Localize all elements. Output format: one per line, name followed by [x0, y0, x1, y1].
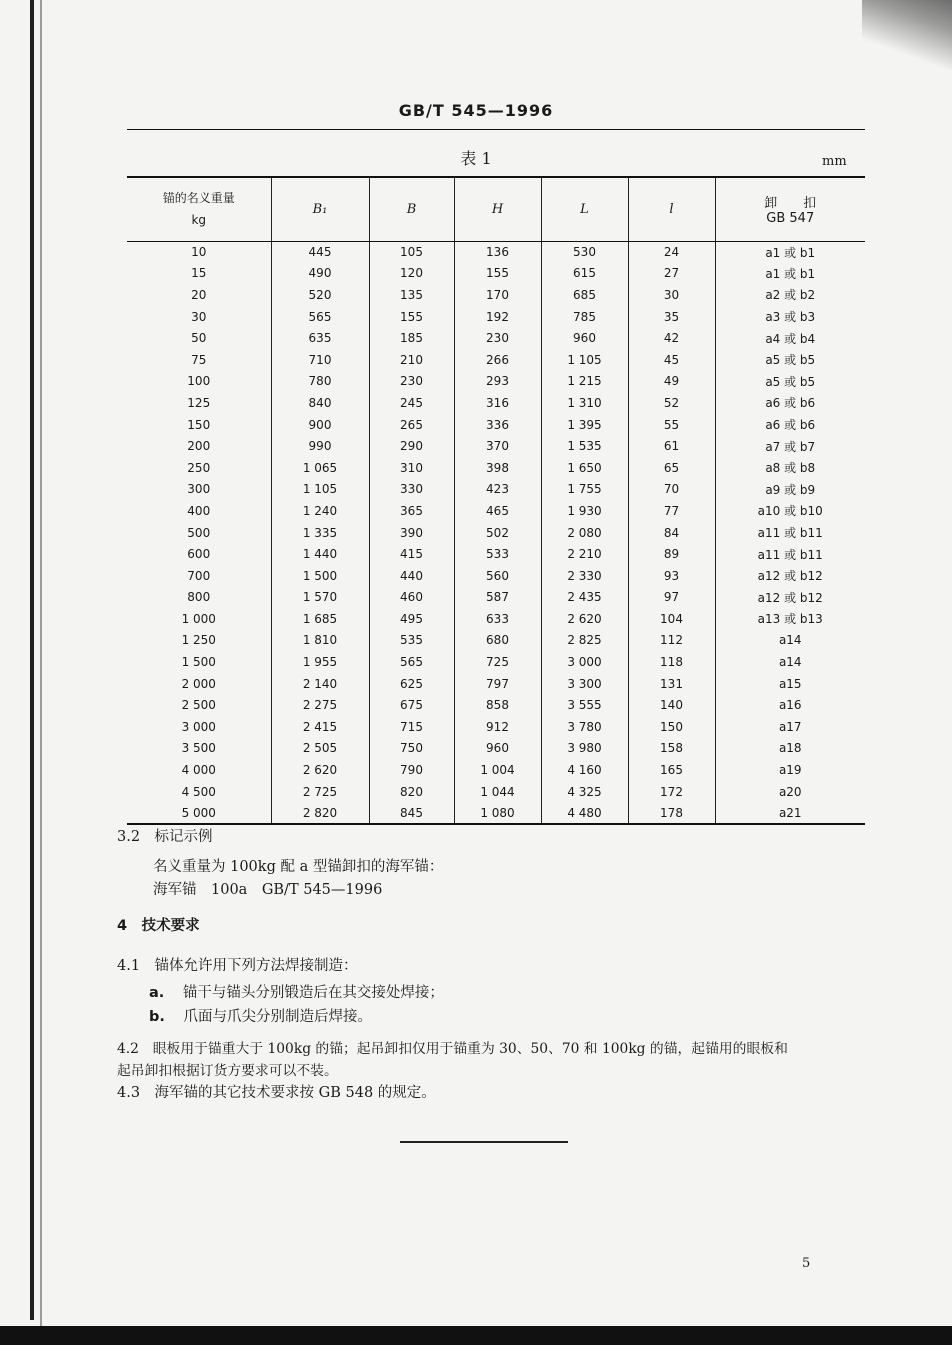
cell-l-lower: 104 [628, 608, 715, 630]
cell-h: 293 [454, 371, 541, 393]
scan-edge-left [30, 0, 34, 1320]
cell-h: 587 [454, 587, 541, 609]
cell-h: 533 [454, 543, 541, 565]
table-row [127, 802, 865, 824]
cell-l-lower: 131 [628, 673, 715, 695]
cell-b: 330 [369, 479, 454, 501]
cell-l-lower: 97 [628, 587, 715, 609]
cell-h: 725 [454, 651, 541, 673]
scan-edge-left-inner [40, 0, 42, 1330]
cell-h: 560 [454, 565, 541, 587]
cell-shackle: a2 或 b2 [715, 284, 865, 306]
cell-shackle: a7 或 b7 [715, 435, 865, 457]
cell-h: 1 004 [454, 759, 541, 781]
cell-b: 105 [369, 241, 454, 263]
cell-b: 390 [369, 522, 454, 544]
section-4-1-b-label: b. [149, 1009, 165, 1025]
table-row [127, 630, 865, 652]
cell-l-lower: 77 [628, 500, 715, 522]
header-b1-label: B₁ [312, 201, 328, 217]
table-row [127, 587, 865, 609]
cell-weight: 800 [187, 590, 211, 605]
header-b [369, 177, 454, 241]
cell-b1: 490 [271, 263, 369, 285]
cell-l-upper: 2 210 [541, 543, 628, 565]
cell-weight: 300 [187, 482, 211, 497]
cell-weight: 4 500 [181, 784, 216, 799]
table-row [127, 349, 865, 371]
cell-weight: 10 [191, 245, 207, 260]
cell-weight: 20 [191, 287, 207, 302]
cell-l-lower: 61 [628, 435, 715, 457]
cell-shackle: a20 [715, 781, 865, 803]
cell-l-upper: 2 080 [541, 522, 628, 544]
cell-l-upper: 615 [541, 263, 628, 285]
cell-h: 170 [454, 284, 541, 306]
cell-l-upper: 3 300 [541, 673, 628, 695]
cell-h: 960 [454, 738, 541, 760]
table-row [127, 284, 865, 306]
cell-weight: 15 [191, 266, 207, 281]
cell-l-lower: 93 [628, 565, 715, 587]
section-4-1-b-text: 爪面与爪尖分别制造后焊接。 [183, 1009, 372, 1025]
cell-h: 465 [454, 500, 541, 522]
cell-b: 290 [369, 435, 454, 457]
table-row [127, 608, 865, 630]
table-row [127, 435, 865, 457]
section-4-2-line1: 4.2 眼板用于锚重大于 100kg 的锚；起吊卸扣仅用于锚重为 30、50、70 和 100kg 的锚，起锚用的眼板和 [117, 1041, 788, 1057]
cell-l-upper: 2 825 [541, 630, 628, 652]
cell-h: 912 [454, 716, 541, 738]
header-shackle-label: 卸 扣 [764, 196, 817, 212]
table-row [127, 241, 865, 263]
cell-b: 155 [369, 306, 454, 328]
header-nominal-weight-label: 锚的名义重量 [162, 191, 235, 206]
cell-weight: 3 000 [181, 719, 216, 734]
cell-b1: 2 725 [271, 781, 369, 803]
cell-h: 336 [454, 414, 541, 436]
cell-shackle: a6 或 b6 [715, 414, 865, 436]
cell-h: 633 [454, 608, 541, 630]
cell-b1: 1 240 [271, 500, 369, 522]
cell-shackle: a12 或 b12 [715, 565, 865, 587]
cell-b1: 1 570 [271, 587, 369, 609]
cell-h: 136 [454, 241, 541, 263]
table-row [127, 392, 865, 414]
cell-l-lower: 49 [628, 371, 715, 393]
cell-shackle: a3 或 b3 [715, 306, 865, 328]
cell-l-upper: 785 [541, 306, 628, 328]
cell-l-lower: 158 [628, 738, 715, 760]
cell-weight: 3 500 [181, 741, 216, 756]
cell-l-lower: 140 [628, 694, 715, 716]
cell-weight: 200 [187, 439, 211, 454]
header-b1 [271, 177, 369, 241]
section-4-1-a-label: a. [149, 985, 165, 1001]
cell-weight: 4 000 [181, 763, 216, 778]
table-row [127, 327, 865, 349]
cell-l-lower: 118 [628, 651, 715, 673]
cell-weight: 100 [187, 374, 211, 389]
cell-shackle: a14 [715, 651, 865, 673]
cell-l-lower: 172 [628, 781, 715, 803]
cell-l-lower: 35 [628, 306, 715, 328]
table-row [127, 500, 865, 522]
cell-shackle: a21 [715, 802, 865, 824]
cell-l-upper: 1 395 [541, 414, 628, 436]
cell-b1: 635 [271, 327, 369, 349]
cell-l-upper: 1 755 [541, 479, 628, 501]
cell-weight: 500 [187, 525, 211, 540]
cell-l-upper: 4 160 [541, 759, 628, 781]
cell-b: 675 [369, 694, 454, 716]
cell-b1: 2 415 [271, 716, 369, 738]
cell-shackle: a8 或 b8 [715, 457, 865, 479]
cell-b1: 710 [271, 349, 369, 371]
header-l-upper [541, 177, 628, 241]
cell-weight: 700 [187, 568, 211, 583]
header-h-label: H [491, 201, 504, 217]
cell-b: 230 [369, 371, 454, 393]
scan-corner-shadow [862, 0, 952, 70]
cell-weight: 125 [187, 395, 211, 410]
end-rule [400, 1141, 568, 1143]
section-4-1-a-text: 锚干与锚头分别锻造后在其交接处焊接； [182, 985, 444, 1001]
header-nominal-weight-unit: kg [191, 213, 207, 228]
cell-l-upper: 4 480 [541, 802, 628, 824]
cell-shackle: a9 或 b9 [715, 479, 865, 501]
table-row [127, 543, 865, 565]
cell-b1: 2 275 [271, 694, 369, 716]
cell-l-upper: 2 435 [541, 587, 628, 609]
cell-shackle: a15 [715, 673, 865, 695]
cell-b1: 2 505 [271, 738, 369, 760]
cell-b1: 2 140 [271, 673, 369, 695]
table-body [127, 241, 865, 824]
cell-b: 415 [369, 543, 454, 565]
cell-h: 398 [454, 457, 541, 479]
cell-b1: 1 105 [271, 479, 369, 501]
cell-l-upper: 2 330 [541, 565, 628, 587]
cell-l-upper: 1 215 [541, 371, 628, 393]
cell-b1: 990 [271, 435, 369, 457]
cell-b: 135 [369, 284, 454, 306]
cell-h: 266 [454, 349, 541, 371]
cell-b: 790 [369, 759, 454, 781]
cell-b: 365 [369, 500, 454, 522]
cell-h: 370 [454, 435, 541, 457]
cell-shackle: a12 或 b12 [715, 587, 865, 609]
cell-shackle: a6 或 b6 [715, 392, 865, 414]
cell-shackle: a17 [715, 716, 865, 738]
cell-l-upper: 3 555 [541, 694, 628, 716]
table-row [127, 371, 865, 393]
table-row [127, 651, 865, 673]
cell-b1: 840 [271, 392, 369, 414]
table-row [127, 738, 865, 760]
cell-b: 310 [369, 457, 454, 479]
table-row [127, 457, 865, 479]
cell-b1: 1 500 [271, 565, 369, 587]
section-4-1: 4.1 锚体允许用下列方法焊接制造： [117, 958, 358, 974]
section-3-2-line2: 海军锚 100a GB/T 545—1996 [153, 882, 383, 898]
cell-shackle: a10 或 b10 [715, 500, 865, 522]
cell-shackle: a18 [715, 738, 865, 760]
header-rule [127, 129, 865, 130]
cell-b: 245 [369, 392, 454, 414]
cell-l-upper: 1 310 [541, 392, 628, 414]
cell-h: 1 080 [454, 802, 541, 824]
cell-b1: 1 065 [271, 457, 369, 479]
cell-b: 845 [369, 802, 454, 824]
cell-shackle: a4 或 b4 [715, 327, 865, 349]
header-nominal-weight [127, 177, 271, 241]
cell-l-upper: 1 535 [541, 435, 628, 457]
cell-b1: 1 440 [271, 543, 369, 565]
cell-l-upper: 685 [541, 284, 628, 306]
cell-weight: 2 500 [181, 698, 216, 713]
cell-weight: 30 [191, 309, 207, 324]
table-header-row [127, 177, 865, 241]
cell-l-lower: 27 [628, 263, 715, 285]
cell-h: 858 [454, 694, 541, 716]
cell-h: 316 [454, 392, 541, 414]
cell-weight: 1 500 [181, 655, 216, 670]
cell-l-lower: 112 [628, 630, 715, 652]
cell-b: 460 [369, 587, 454, 609]
cell-h: 1 044 [454, 781, 541, 803]
cell-b1: 2 820 [271, 802, 369, 824]
cell-h: 192 [454, 306, 541, 328]
cell-b: 565 [369, 651, 454, 673]
cell-h: 680 [454, 630, 541, 652]
cell-shackle: a11 或 b11 [715, 543, 865, 565]
cell-shackle: a5 或 b5 [715, 349, 865, 371]
cell-l-lower: 42 [628, 327, 715, 349]
cell-weight: 5 000 [127, 802, 271, 824]
cell-b: 750 [369, 738, 454, 760]
cell-b1: 520 [271, 284, 369, 306]
cell-shackle: a19 [715, 759, 865, 781]
table-row [127, 759, 865, 781]
cell-l-lower: 30 [628, 284, 715, 306]
cell-h: 797 [454, 673, 541, 695]
cell-shackle: a14 [715, 630, 865, 652]
cell-weight: 50 [191, 331, 207, 346]
table-row [127, 716, 865, 738]
table-unit: mm [822, 154, 847, 169]
cell-l-upper: 530 [541, 241, 628, 263]
cell-weight: 400 [187, 503, 211, 518]
table-row [127, 673, 865, 695]
cell-l-lower: 89 [628, 543, 715, 565]
cell-l-lower: 65 [628, 457, 715, 479]
cell-l-lower: 178 [628, 802, 715, 824]
cell-l-upper: 960 [541, 327, 628, 349]
cell-l-lower: 55 [628, 414, 715, 436]
header-l-lower-label: l [669, 201, 674, 217]
cell-l-lower: 24 [628, 241, 715, 263]
table-row [127, 414, 865, 436]
cell-l-upper: 3 780 [541, 716, 628, 738]
cell-b: 535 [369, 630, 454, 652]
cell-b: 440 [369, 565, 454, 587]
cell-shackle: a5 或 b5 [715, 371, 865, 393]
cell-l-lower: 52 [628, 392, 715, 414]
cell-l-upper: 1 105 [541, 349, 628, 371]
header-shackle-standard: GB 547 [766, 211, 815, 227]
table-row [127, 565, 865, 587]
header-b-label: B [406, 201, 417, 217]
table-row [127, 694, 865, 716]
cell-h: 423 [454, 479, 541, 501]
cell-b1: 1 685 [271, 608, 369, 630]
header-l-lower [628, 177, 715, 241]
header-h [454, 177, 541, 241]
cell-l-upper: 2 620 [541, 608, 628, 630]
table-row [127, 263, 865, 285]
table-row [127, 522, 865, 544]
cell-shackle: a1 或 b1 [715, 263, 865, 285]
cell-b: 120 [369, 263, 454, 285]
cell-b1: 565 [271, 306, 369, 328]
cell-l-lower: 84 [628, 522, 715, 544]
cell-b1: 780 [271, 371, 369, 393]
cell-shackle: a11 或 b11 [715, 522, 865, 544]
section-4-1-b [149, 1006, 899, 1028]
table-row [127, 479, 865, 501]
cell-b1: 1 335 [271, 522, 369, 544]
cell-weight: 1 250 [181, 633, 216, 648]
document-header: GB/T 545—1996 [398, 101, 554, 120]
cell-b: 495 [369, 608, 454, 630]
cell-b: 715 [369, 716, 454, 738]
cell-l-upper: 4 325 [541, 781, 628, 803]
cell-shackle: a16 [715, 694, 865, 716]
cell-weight: 250 [187, 460, 211, 475]
header-l-upper-label: L [580, 201, 589, 217]
table-row [127, 306, 865, 328]
cell-b: 625 [369, 673, 454, 695]
cell-h: 502 [454, 522, 541, 544]
section-4-1-a [149, 982, 899, 1004]
cell-weight: 75 [191, 352, 207, 367]
section-4-2-line2: 起吊卸扣根据订货方要求可以不装。 [117, 1063, 338, 1079]
cell-l-upper: 3 980 [541, 738, 628, 760]
cell-l-upper: 1 930 [541, 500, 628, 522]
cell-b: 265 [369, 414, 454, 436]
section-3-2-line1: 名义重量为 100kg 配 a 型锚卸扣的海军锚： [153, 859, 444, 875]
cell-b: 210 [369, 349, 454, 371]
cell-b1: 1 955 [271, 651, 369, 673]
cell-b1: 445 [271, 241, 369, 263]
cell-l-lower: 165 [628, 759, 715, 781]
cell-shackle: a13 或 b13 [715, 608, 865, 630]
cell-weight: 1 000 [181, 611, 216, 626]
cell-shackle: a1 或 b1 [715, 241, 865, 263]
cell-b: 820 [369, 781, 454, 803]
cell-l-lower: 45 [628, 349, 715, 371]
cell-l-upper: 1 650 [541, 457, 628, 479]
cell-l-lower: 150 [628, 716, 715, 738]
page-number: 5 [802, 1256, 811, 1271]
section-4-title: 4 技术要求 [117, 918, 200, 934]
anchor-dimensions-table [127, 176, 865, 825]
cell-l-lower: 70 [628, 479, 715, 501]
cell-weight: 2 000 [181, 676, 216, 691]
header-shackle [715, 177, 865, 241]
cell-weight: 600 [187, 547, 211, 562]
cell-weight: 150 [187, 417, 211, 432]
table-row [127, 781, 865, 803]
scan-edge-bottom [0, 1326, 952, 1345]
cell-l-upper: 3 000 [541, 651, 628, 673]
cell-h: 155 [454, 263, 541, 285]
cell-h: 230 [454, 327, 541, 349]
cell-b1: 1 810 [271, 630, 369, 652]
table-title: 表 1 [460, 149, 492, 168]
section-4-3: 4.3 海军锚的其它技术要求按 GB 548 的规定。 [117, 1085, 436, 1101]
cell-b1: 900 [271, 414, 369, 436]
cell-b1: 2 620 [271, 759, 369, 781]
section-3-2-title: 3.2 标记示例 [117, 829, 213, 845]
cell-b: 185 [369, 327, 454, 349]
